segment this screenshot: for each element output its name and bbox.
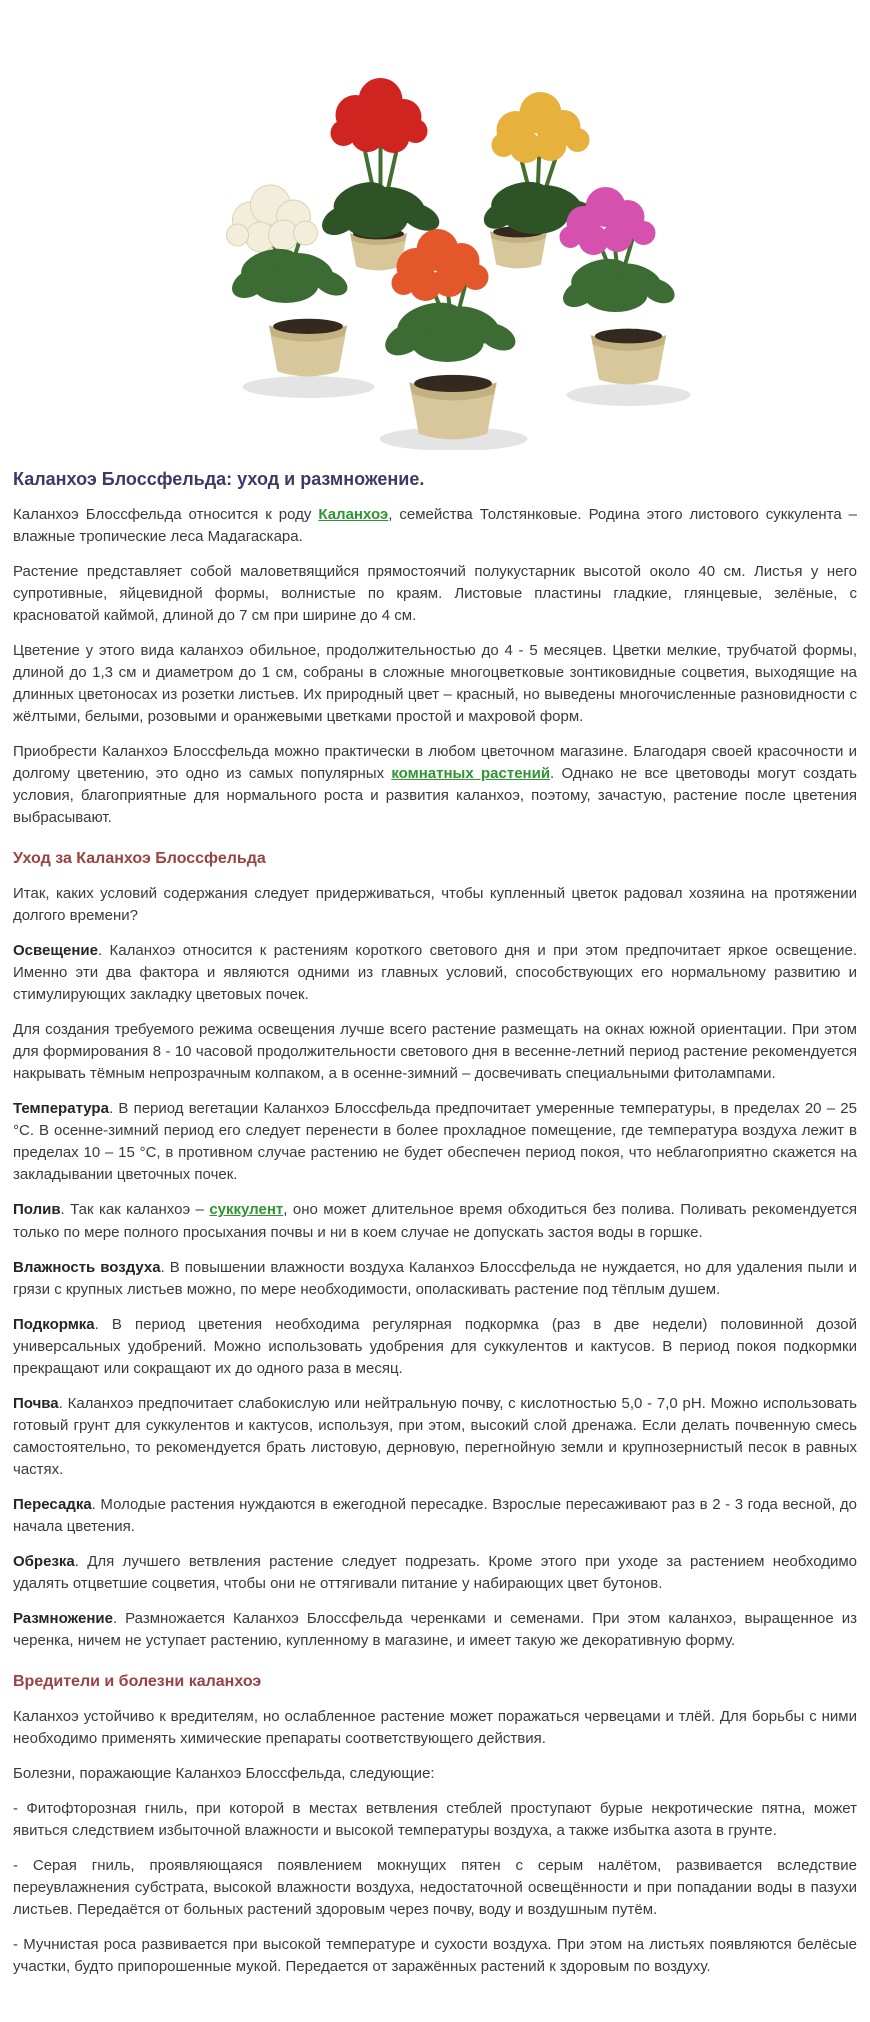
paragraph: [13, 640, 857, 728]
paragraph: [13, 1608, 857, 1652]
foliage: [558, 253, 679, 313]
paragraph-text: . В повышении влажности воздуха Каланхоэ Блоссфельда не нуждается, но для удаления пыли и грязи с крупных листьев можно, по мере необходимости, ополаскивать растение под тёплым душем.: [13, 1258, 857, 1298]
paragraph-lead: Температура: [13, 1100, 109, 1118]
paragraph-text: - Фитофторозная гниль, при которой в местах ветвления стеблей проступают бурые некротические пятна, может явиться следствием избыточной влажности и высокой температуры воздуха, а также избытка азота в грунте.: [13, 1800, 857, 1840]
paragraph-text: - Серая гниль, проявляющаяся появлением мокнущих пятен с серым налётом, развивается вследствие переувлажнения субстрата, высокой влажности воздуха, недостаточной освещённости и при попадании воды в пазухи листьев. Передаётся от больных растений здоровым через почву, воду и воздушным путём.: [13, 1857, 857, 1919]
paragraph-lead: Почва: [13, 1394, 59, 1412]
kalanchoe-photo: [173, 5, 698, 450]
paragraph-text: Каланхоэ Блоссфельда относится к роду: [13, 505, 319, 523]
paragraph-text: Каланхоэ устойчиво к вредителям, но ослабленное растение может поражаться червецами и тлёй. Для борьбы с ними необходимо применять химические препараты соответствующего действия.: [13, 1708, 857, 1748]
paragraph-lead: Подкормка: [13, 1315, 95, 1333]
paragraph-text: . В период вегетации Каланхоэ Блоссфельда предпочитает умеренные температуры, в пределах 20 – 25 °С. В осенне-зимний период его следует перенести в более прохладное помещение, где температура воздуха лежит в пределах 10 – 15 °С, в противном случае растению не будет обеспечен период покоя, что неблагоприятно скажется на закладывании цветочных почек.: [13, 1100, 857, 1184]
paragraph: [13, 1393, 857, 1481]
paragraph: [13, 1019, 857, 1085]
paragraph: [13, 1934, 857, 1978]
paragraph: [13, 561, 857, 627]
paragraph: [13, 1798, 857, 1842]
page-title: Каланхоэ Блоссфельда: уход и размножение.: [13, 469, 425, 489]
paragraph-lead: Пересадка: [13, 1495, 92, 1513]
paragraph-text: Цветение у этого вида каланхоэ обильное, продолжительностью до 4 - 5 месяцев. Цветки мелкие, трубчатой формы, длиной до 1,3 см и диаметром до 1 см, собраны в сложные многоцветковые зонтиковидные соцветия, выходящие на длинных цветоносах из розетки листьев. Их природный цвет – красный, но выведены многочисленные разновидности с жёлтыми, белыми, розовыми и оранжевыми цветками простой и махровой форм.: [13, 641, 857, 725]
paragraph: [13, 940, 857, 1006]
foliage: [226, 243, 351, 304]
paragraph: [13, 1314, 857, 1380]
paragraph-lead: Полив: [13, 1201, 61, 1219]
paragraph-text: . Молодые растения нуждаются в ежегодной пересадке. Взрослые пересаживают раз в 2 - 3 года весной, до начала цветения.: [13, 1495, 857, 1536]
paragraph: [13, 1855, 857, 1921]
inline-link[interactable]: суккулент: [209, 1201, 284, 1219]
paragraph-lead: Освещение: [13, 942, 98, 959]
section-heading: Вредители и болезни каланхоэ: [13, 1673, 262, 1691]
paragraph: [13, 1494, 857, 1538]
paragraph-text: . Каланхоэ относится к растениям короткого светового дня и при этом предпочитает яркое освещение. Именно эти два фактора и являются одними из главных условий, способствующих его нормальному развитию и стимулирующих закладку цветовых почек.: [13, 942, 857, 1004]
foliage: [316, 175, 443, 241]
inline-link[interactable]: Каланхоэ: [318, 505, 389, 523]
paragraph-text: . В период цветения необходима регулярная подкормка (раз в две недели) половинной дозой универсальных удобрений. Можно использовать удобрения для суккулентов и кактусов. В период покоя подкормки прекращают или сокращают их до одного раза в месяц.: [13, 1315, 857, 1377]
foliage: [379, 296, 519, 362]
inline-link[interactable]: комнатных растений: [391, 764, 551, 782]
paragraph-text: . Однако не все цветоводы могут создать условия, благоприятные для нормального роста и развития каланхоэ, поэтому, зачастую, растение после цветения выбрасывают.: [13, 764, 857, 827]
paragraph: [13, 1199, 857, 1243]
paragraph: [13, 1706, 857, 1750]
paragraph: [13, 1551, 857, 1595]
paragraph: [13, 1257, 857, 1301]
flower-cluster-white: [226, 185, 317, 252]
section-heading: Уход за Каланхоэ Блоссфельда: [13, 850, 266, 868]
paragraph-text: Растение представляет собой маловетвящийся прямостоячий полукустарник высотой около 40 см. Листья у него супротивные, яйцевидной формы, волнистые по краям. Листовые пластины гладкие, глянцевые, зелёные, с красноватой каймой, длиной до 7 см при ширине до 4 см.: [13, 562, 857, 624]
paragraph-text: Для создания требуемого режима освещения лучше всего растение размещать на окнах южной ориентации. При этом для формирования 8 - 10 часовой продолжительности светового дня в весенне-летний период растение рекомендуется накрывать тёмным непрозрачным колпаком, а в осенне-зимний – досвечивать специальными фитолампами.: [13, 1021, 857, 1083]
paragraph-text: . Для лучшего ветвления растение следует подрезать. Кроме этого при уходе за растением необходимо удалять отцветшие соцветия, чтобы они не оттягивали питание у набирающих цвет бутонов.: [13, 1553, 857, 1593]
paragraph-text: , семейства Толстянковые. Родина этого листового суккулента – влажные тропические леса Мадагаскара.: [13, 505, 858, 545]
plant-pink: [558, 187, 679, 384]
paragraph: [13, 504, 857, 548]
paragraph: [13, 741, 857, 829]
paragraph-text: Итак, каких условий содержания следует придерживаться, чтобы купленный цветок радовал хозяина на протяжении долгого времени?: [13, 884, 857, 924]
flower-cluster-red: [330, 78, 427, 153]
paragraph-text: . Размножается Каланхоэ Блоссфельда черенками и семенами. При этом каланхоэ, выращенное из черенка, ничем не уступает растению, купленному в магазине, и имеет такую же декоративную форму.: [13, 1610, 857, 1650]
paragraph-text: . Каланхоэ предпочитает слабокислую или нейтральную почву, с кислотностью 5,0 - 7,0 pH. Можно использовать готовый грунт для суккулентов и кактусов, используя, при этом, высокий слой дренажа. Если делать почвенную смесь самостоятельно, то рекомендуется брать листовую, дерновую, перегнойную земли и крупнозернистый песок в равных частях.: [13, 1394, 857, 1478]
flower-cluster-yellow: [491, 92, 589, 163]
paragraph-lead: Размножение: [13, 1610, 113, 1628]
paragraph-lead: Влажность воздуха: [13, 1258, 161, 1276]
paragraph-text: - Мучнистая роса развивается при высокой температуре и сухости воздуха. При этом на листьях появляются белёсые участки, будто припорошенные мукой. Передается от заражённых растений к здоровым по воздуху.: [13, 1936, 857, 1976]
paragraph-lead: Обрезка: [13, 1553, 75, 1571]
article-body: [13, 504, 857, 1979]
paragraph-text: . Так как каланхоэ –: [60, 1201, 210, 1219]
paragraph: [13, 1098, 857, 1186]
paragraph-text: Приобрести Каланхоэ Блоссфельда можно практически в любом цветочном магазине. Благодаря своей красочности и долгому цветению, это одно из самых популярных: [13, 742, 857, 782]
paragraph-text: Болезни, поражающие Каланхоэ Блоссфельда, следующие:: [13, 1765, 435, 1783]
flower-cluster-orange: [391, 229, 488, 301]
paragraph-text: , оно может длительное время обходиться без полива. Поливать рекомендуется только по мере полного просыхания почвы и ни в коем случае не допускать застоя воды в горшке.: [13, 1201, 857, 1241]
paragraph: [13, 883, 857, 927]
paragraph: [13, 1763, 857, 1785]
